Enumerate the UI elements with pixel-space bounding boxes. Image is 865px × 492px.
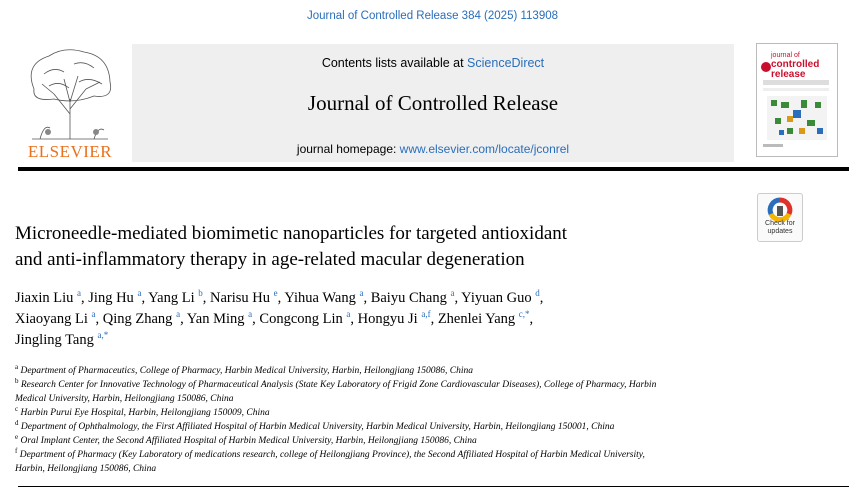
elsevier-wordmark[interactable]: ELSEVIER xyxy=(27,142,113,161)
author-affiliation-link[interactable]: a xyxy=(346,309,351,319)
author xyxy=(187,311,260,327)
cover-title xyxy=(771,51,819,80)
affiliation-item-continued xyxy=(15,392,745,406)
author-separator: , xyxy=(454,290,462,306)
author-affiliation-link[interactable]: e xyxy=(273,288,278,298)
author xyxy=(438,311,533,327)
author-separator: , xyxy=(277,290,285,306)
journal-banner xyxy=(132,44,734,162)
author-separator: , xyxy=(141,290,149,306)
check-updates-icon xyxy=(758,196,802,222)
author-name: Jing Hu xyxy=(88,290,134,306)
check-updates-label xyxy=(758,220,802,236)
author-affiliation-link[interactable]: a xyxy=(77,288,82,298)
author-separator: , xyxy=(95,311,103,327)
homepage-line xyxy=(132,142,734,156)
cover-title-line3: release xyxy=(771,69,806,80)
author-name: Yihua Wang xyxy=(284,290,356,306)
author-separator: , xyxy=(180,311,187,327)
author-name: Jingling Tang xyxy=(15,332,94,348)
check-for-updates-button[interactable] xyxy=(757,193,803,242)
affiliation-text: Department of Ophthalmology, the First Affiliated Hospital of Harbin Medical University, Harbin Medical University, Harbin, Heilongjiang 150001, China xyxy=(20,422,615,432)
author xyxy=(210,290,284,306)
affiliation-text: Medical University, Harbin, Heilongjiang 150086, China xyxy=(15,394,234,404)
affiliation-item xyxy=(15,434,745,448)
contents-prefix: Contents lists available at xyxy=(321,56,468,70)
affiliation-item xyxy=(15,364,745,378)
affiliation-key: e xyxy=(15,433,19,441)
check-updates-line2: updates xyxy=(767,228,793,235)
author-separator: , xyxy=(363,290,371,306)
affiliation-key: b xyxy=(15,377,19,385)
sciencedirect-link[interactable]: ScienceDirect xyxy=(467,56,545,70)
contents-line xyxy=(132,56,734,70)
affiliation-item xyxy=(15,378,745,392)
author xyxy=(15,290,88,306)
author-name: Qing Zhang xyxy=(102,311,173,327)
affiliation-list xyxy=(15,364,745,476)
author-separator: , xyxy=(252,311,260,327)
author-name: Hongyu Ji xyxy=(357,311,418,327)
author xyxy=(259,311,357,327)
author-affiliation-link[interactable]: b xyxy=(198,288,203,298)
affiliation-text: Harbin, Heilongjiang 150086, China xyxy=(15,464,157,474)
article-title-line2: and anti-inflammatory therapy in age-related macular degeneration xyxy=(15,249,525,270)
author xyxy=(461,290,543,306)
affiliation-item xyxy=(15,406,745,420)
author-name: Yang Li xyxy=(148,290,195,306)
author-affiliation-link[interactable]: a xyxy=(450,288,455,298)
author-separator: , xyxy=(539,290,544,306)
affiliation-key: f xyxy=(15,447,18,455)
affiliation-key: c xyxy=(15,405,19,413)
author xyxy=(103,311,187,327)
author-name: Xiaoyang Li xyxy=(15,311,88,327)
author xyxy=(371,290,461,306)
author-name: Yan Ming xyxy=(186,311,245,327)
author-name: Yiyuan Guo xyxy=(461,290,532,306)
author xyxy=(88,290,148,306)
check-updates-line1: Check for xyxy=(765,220,795,227)
author-name: Zhenlei Yang xyxy=(437,311,516,327)
author-separator: , xyxy=(81,290,89,306)
affiliation-key: a xyxy=(15,363,19,371)
footer-divider xyxy=(18,486,849,487)
author xyxy=(148,290,210,306)
author xyxy=(15,311,103,327)
author-separator: , xyxy=(350,311,358,327)
author-separator: , xyxy=(430,311,438,327)
journal-citation[interactable]: Journal of Controlled Release 384 (2025) 113908 xyxy=(306,10,559,22)
author-name: Baiyu Chang xyxy=(370,290,447,306)
author xyxy=(284,290,370,306)
author-affiliation-link[interactable]: a xyxy=(91,309,96,319)
affiliation-text: Harbin Purui Eye Hospital, Harbin, Heilongjiang 150009, China xyxy=(20,408,270,418)
author-affiliation-link[interactable]: a xyxy=(248,309,253,319)
author-affiliation-link[interactable]: d xyxy=(535,288,540,298)
header-divider xyxy=(18,167,849,171)
author xyxy=(358,311,438,327)
author-name: Jiaxin Liu xyxy=(15,290,74,306)
author-affiliation-link[interactable]: a xyxy=(176,309,181,319)
journal-cover-thumbnail[interactable] xyxy=(756,43,838,157)
affiliation-text: Department of Pharmacy (Key Laboratory of medications research, college of Heilongjiang Province), the Second Affiliated Hospital of Harbin Medical University, xyxy=(19,450,645,460)
author-affiliation-link[interactable]: a xyxy=(137,288,142,298)
affiliation-text: Oral Implant Center, the Second Affiliated Hospital of Harbin Medical University, Harbin, Heilongjiang 150086, China xyxy=(20,436,477,446)
author-affiliation-link[interactable]: c,* xyxy=(518,309,530,319)
author-separator: , xyxy=(529,311,534,327)
affiliation-text: Research Center for Innovative Technology of Pharmaceutical Analysis (State Key Laboratory of Frigid Zone Cardiovascular Diseases), College of Pharmacy, Harbin xyxy=(20,380,657,390)
author-name: Congcong Lin xyxy=(259,311,343,327)
affiliation-text: Department of Pharmaceutics, College of Pharmacy, Harbin Medical University, Harbin, Heilongjiang 150086, China xyxy=(20,366,474,376)
author-affiliation-link[interactable]: a xyxy=(359,288,364,298)
journal-name: Journal of Controlled Release xyxy=(307,91,559,115)
author-affiliation-link[interactable]: a,f xyxy=(421,309,431,319)
author-name: Narisu Hu xyxy=(210,290,271,306)
article-title xyxy=(15,221,745,273)
article-title-line1: Microneedle-mediated biomimetic nanoparticles for targeted antioxidant xyxy=(15,223,568,244)
author-affiliation-link[interactable]: a,* xyxy=(97,330,109,340)
affiliation-item-continued xyxy=(15,462,745,476)
author-list xyxy=(15,288,755,351)
author xyxy=(15,332,108,348)
affiliation-item xyxy=(15,420,745,434)
affiliation-key: d xyxy=(15,419,19,427)
cover-title-line1: journal of xyxy=(771,52,800,59)
author-separator: , xyxy=(202,290,210,306)
homepage-prefix: journal homepage: xyxy=(296,142,400,156)
affiliation-item xyxy=(15,448,745,462)
homepage-link[interactable]: www.elsevier.com/locate/jconrel xyxy=(399,142,570,156)
cover-title-line2: controlled xyxy=(771,59,820,70)
